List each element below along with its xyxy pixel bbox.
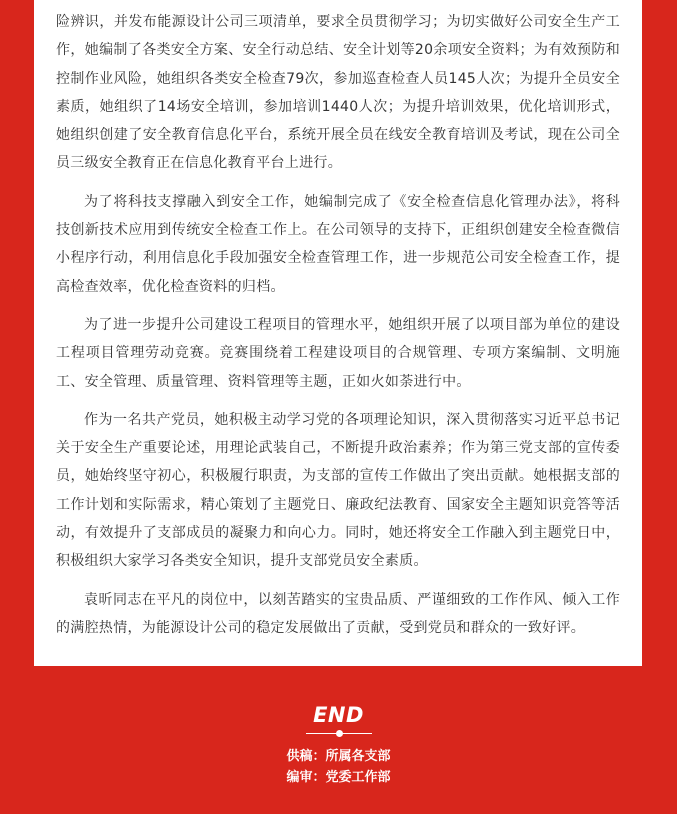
- article-paragraph-5: 袁昕同志在平凡的岗位中，以刻苦踏实的宝贵品质、严谨细致的工作作风、倾入工作的满腔热情，为能源设计公司的稳定发展做出了贡献，受到党员和群众的一致好评。: [56, 591, 620, 636]
- end-divider: [306, 730, 372, 738]
- article-paragraph-3: 为了进一步提升公司建设工程项目的管理水平，她组织开展了以项目部为单位的建设工程项目管理劳动竞赛。竞赛围绕着工程建设项目的合规管理、专项方案编制、文明施工、安全管理、质量管理、资料管理等主题，正如火如荼进行中。: [56, 316, 620, 390]
- article-paragraph-4: 作为一名共产党员，她积极主动学习党的各项理论知识，深入贯彻落实习近平总书记关于安全生产重要论述，用理论武装自己，不断提升政治素养；作为第三党支部的宣传委员，她始终坚守初心，积极履行职责，为支部的宣传工作做出了突出贡献。她根据支部的工作计划和实际需求，精心策划了主题党日、廉政纪法教育、国家安全主题知识竞答等活动，有效提升了支部成员的凝聚力和向心力。同时，她还将安全工作融入到主题党日中，积极组织大家学习各类安全知识，提升支部党员安全素质。: [56, 411, 620, 570]
- editor-credit: 编审：党委工作部: [286, 770, 391, 785]
- article-footer: [0, 700, 677, 788]
- divider-dot-icon: [336, 730, 343, 737]
- source-credit: 供稿：所属各支部: [286, 749, 391, 764]
- article-card: [34, 0, 642, 666]
- article-paragraph-1: 险辨识，并发布能源设计公司三项清单，要求全员贯彻学习；为切实做好公司安全生产工作，她编制了各类安全方案、安全行动总结、安全计划等20余项安全资料；为有效预防和控制作业风险，她组织各类安全检查79次，参加巡查检查人员145人次；为提升全员安全素质，她组织了14场安全培训，参加培训1440人次；为提升培训效果，优化培训形式，她组织创建了安全教育信息化平台，系统开展全员在线安全教育培训及考试，现在公司全员三级安全教育正在信息化教育平台上进行。: [56, 14, 620, 172]
- end-mark: END: [313, 703, 364, 727]
- article-paragraph-2: 为了将科技支撑融入到安全工作，她编制完成了《安全检查信息化管理办法》，将科技创新技术应用到传统安全检查工作上。在公司领导的支持下，正组织创建安全检查微信小程序行动，利用信息化手段加强安全检查管理工作，进一步规范公司安全检查工作，提高检查效率，优化检查资料的归档。: [56, 193, 620, 295]
